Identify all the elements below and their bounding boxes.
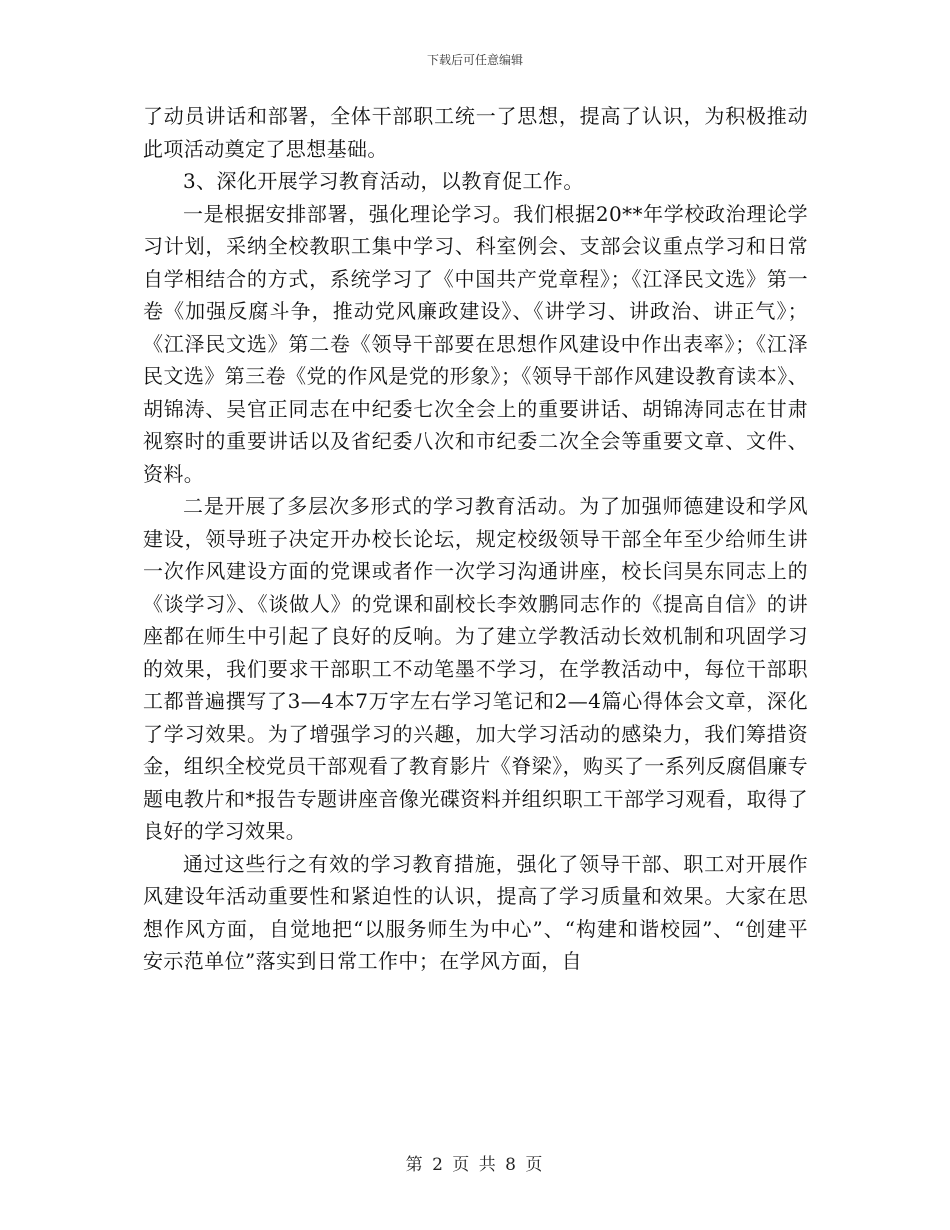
page-footer <box>0 1154 950 1176</box>
footer-total-pages: 8 <box>505 1155 518 1175</box>
paragraph-theory-study: 一是根据安排部署，强化理论学习。我们根据20**年学校政治理论学习计划，采纳全校教职工集中学习、科室例会、支部会议重点学习和日常自学相结合的方式，系统学习了《中国共产党章程》；《江泽民文选》第一卷《加强反腐斗争，推动党风廉政建设》、《讲学习、讲政治、讲正气》；《江泽民文选》第二卷《领导干部要在思想作风建设中作出表率》；《江泽民文选》第三卷《党的作风是党的形象》；《领导干部作风建设教育读本》、胡锦涛、吴官正同志在中纪委七次全会上的重要讲话、胡锦涛同志在甘肃视察时的重要讲话以及省纪委八次和市纪委二次全会等重要文章、文件、资料。 <box>143 201 808 486</box>
paragraph-continuation: 了动员讲话和部署，全体干部职工统一了思想，提高了认识，为积极推动此项活动奠定了思想基础。 <box>143 104 808 161</box>
header-text: 下载后可任意编辑 <box>426 53 523 67</box>
paragraph-section-heading: 3、深化开展学习教育活动，以教育促工作。 <box>183 169 584 193</box>
page-header <box>0 52 950 68</box>
paragraph-results: 通过这些行之有效的学习教育措施，强化了领导干部、职工对开展作风建设年活动重要性和紧迫性的认识，提高了学习质量和效果。大家在思想作风方面，自觉地把“以服务师生为中心”、“构建和谐校园”、“创建平安示范单位”落实到日常工作中；在学风方面，自 <box>143 851 808 973</box>
paragraph-education-activities: 二是开展了多层次多形式的学习教育活动。为了加强师德建设和学风建设，领导班子决定开办校长论坛，规定校级领导干部全年至少给师生讲一次作风建设方面的党课或者作一次学习沟通讲座，校长闫昊东同志上的《谈学习》、《谈做人》的党课和副校长李效鹏同志作的《提高自信》的讲座都在师生中引起了良好的反响。为了建立学教活动长效机制和巩固学习的效果，我们要求干部职工不动笔墨不学习，在学教活动中，每位干部职工都普遍撰写了3—4本7万字左右学习笔记和2—4篇心得体会文章，深化了学习效果。为了增强学习的兴趣，加大学习活动的感染力，我们筹措资金，组织全校党员干部观看了教育影片《脊梁》，购买了一系列反腐倡廉专题电教片和*报告专题讲座音像光碟资料并组织职工干部学习观看，取得了良好的学习效果。 <box>143 494 808 843</box>
footer-prefix: 第 <box>405 1155 425 1175</box>
footer-middle: 页 共 <box>452 1155 498 1175</box>
footer-current-page: 2 <box>432 1155 445 1175</box>
document-body <box>143 100 808 978</box>
footer-suffix: 页 <box>525 1155 545 1175</box>
